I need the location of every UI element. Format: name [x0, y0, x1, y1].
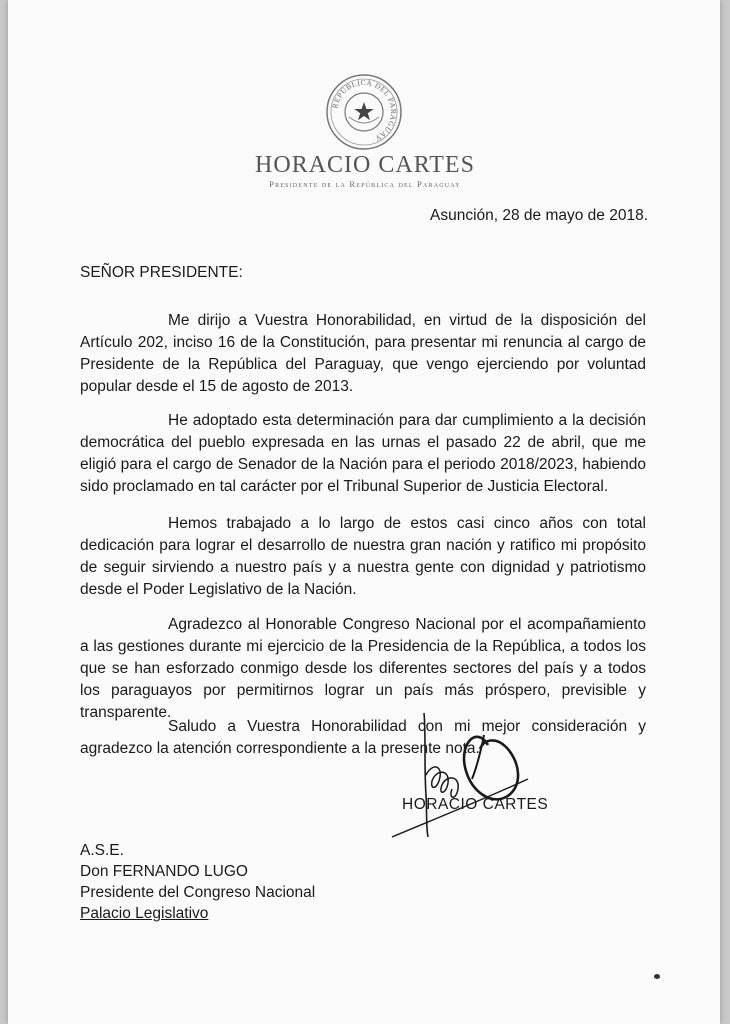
letterhead-title: Presidente de la República del Paraguay: [269, 179, 461, 189]
addressee-line: A.S.E.: [80, 842, 124, 859]
paragraph: Hemos trabajado a lo largo de estos casi cinco años con total dedicación para lograr el desarrollo de nuestra gran nación y ratifico mi propósito de seguir sirviendo a nuestro país y a nuestra gente con dignidad y patriotismo desde el Poder Legislativo de la Nación.: [80, 515, 646, 598]
seal-text: REPÚBLICA DEL PARAGUAY: [330, 77, 399, 144]
letter-date: Asunción, 28 de mayo de 2018.: [429, 207, 648, 224]
addressee-line: Presidente del Congreso Nacional: [80, 884, 316, 901]
handwritten-signature: [380, 705, 540, 845]
paragraph: He adoptado esta determinación para dar cumplimiento a la decisión democrática del pueblo expresada en las urnas el pasado 22 de abril, que me eligió para el cargo de Senador de la Nación para el periodo 2018/2023, habiendo sido proclamado en tal carácter por el Tribunal Superior de Justicia Electoral.: [80, 412, 646, 495]
paragraph: Saludo a Vuestra Honorabilidad con mi mejor consideración y agradezco la atención correspondiente a la presente nota.: [80, 718, 646, 757]
addressee-line: Palacio Legislativo: [80, 905, 209, 922]
ink-dot: [654, 974, 660, 979]
national-seal-icon: [325, 73, 403, 151]
addressee-line: Don FERNANDO LUGO: [80, 863, 248, 880]
letterhead-name: HORACIO CARTES: [255, 152, 475, 178]
salutation: SEÑOR PRESIDENTE:: [80, 264, 243, 281]
addressee-block: [80, 840, 315, 924]
paragraph: Me dirijo a Vuestra Honorabilidad, en virtud de la disposición del Artículo 202, inciso 16 de la Constitución, para presentar mi renuncia al cargo de Presidente de la República del Paraguay, que vengo ejerciendo por voluntad popular desde el 15 de agosto de 2013.: [80, 312, 646, 395]
paragraph: Agradezco al Honorable Congreso Nacional por el acompañamiento a las gestiones durante mi ejercicio de la Presidencia de la República, a todos los que se han esforzado conmigo desde los diferentes sectores del país y a todos los paraguayos por permitirnos lograr un país más próspero, previsible y transparente.: [80, 616, 646, 721]
signature-name: HORACIO CARTES: [402, 796, 549, 813]
